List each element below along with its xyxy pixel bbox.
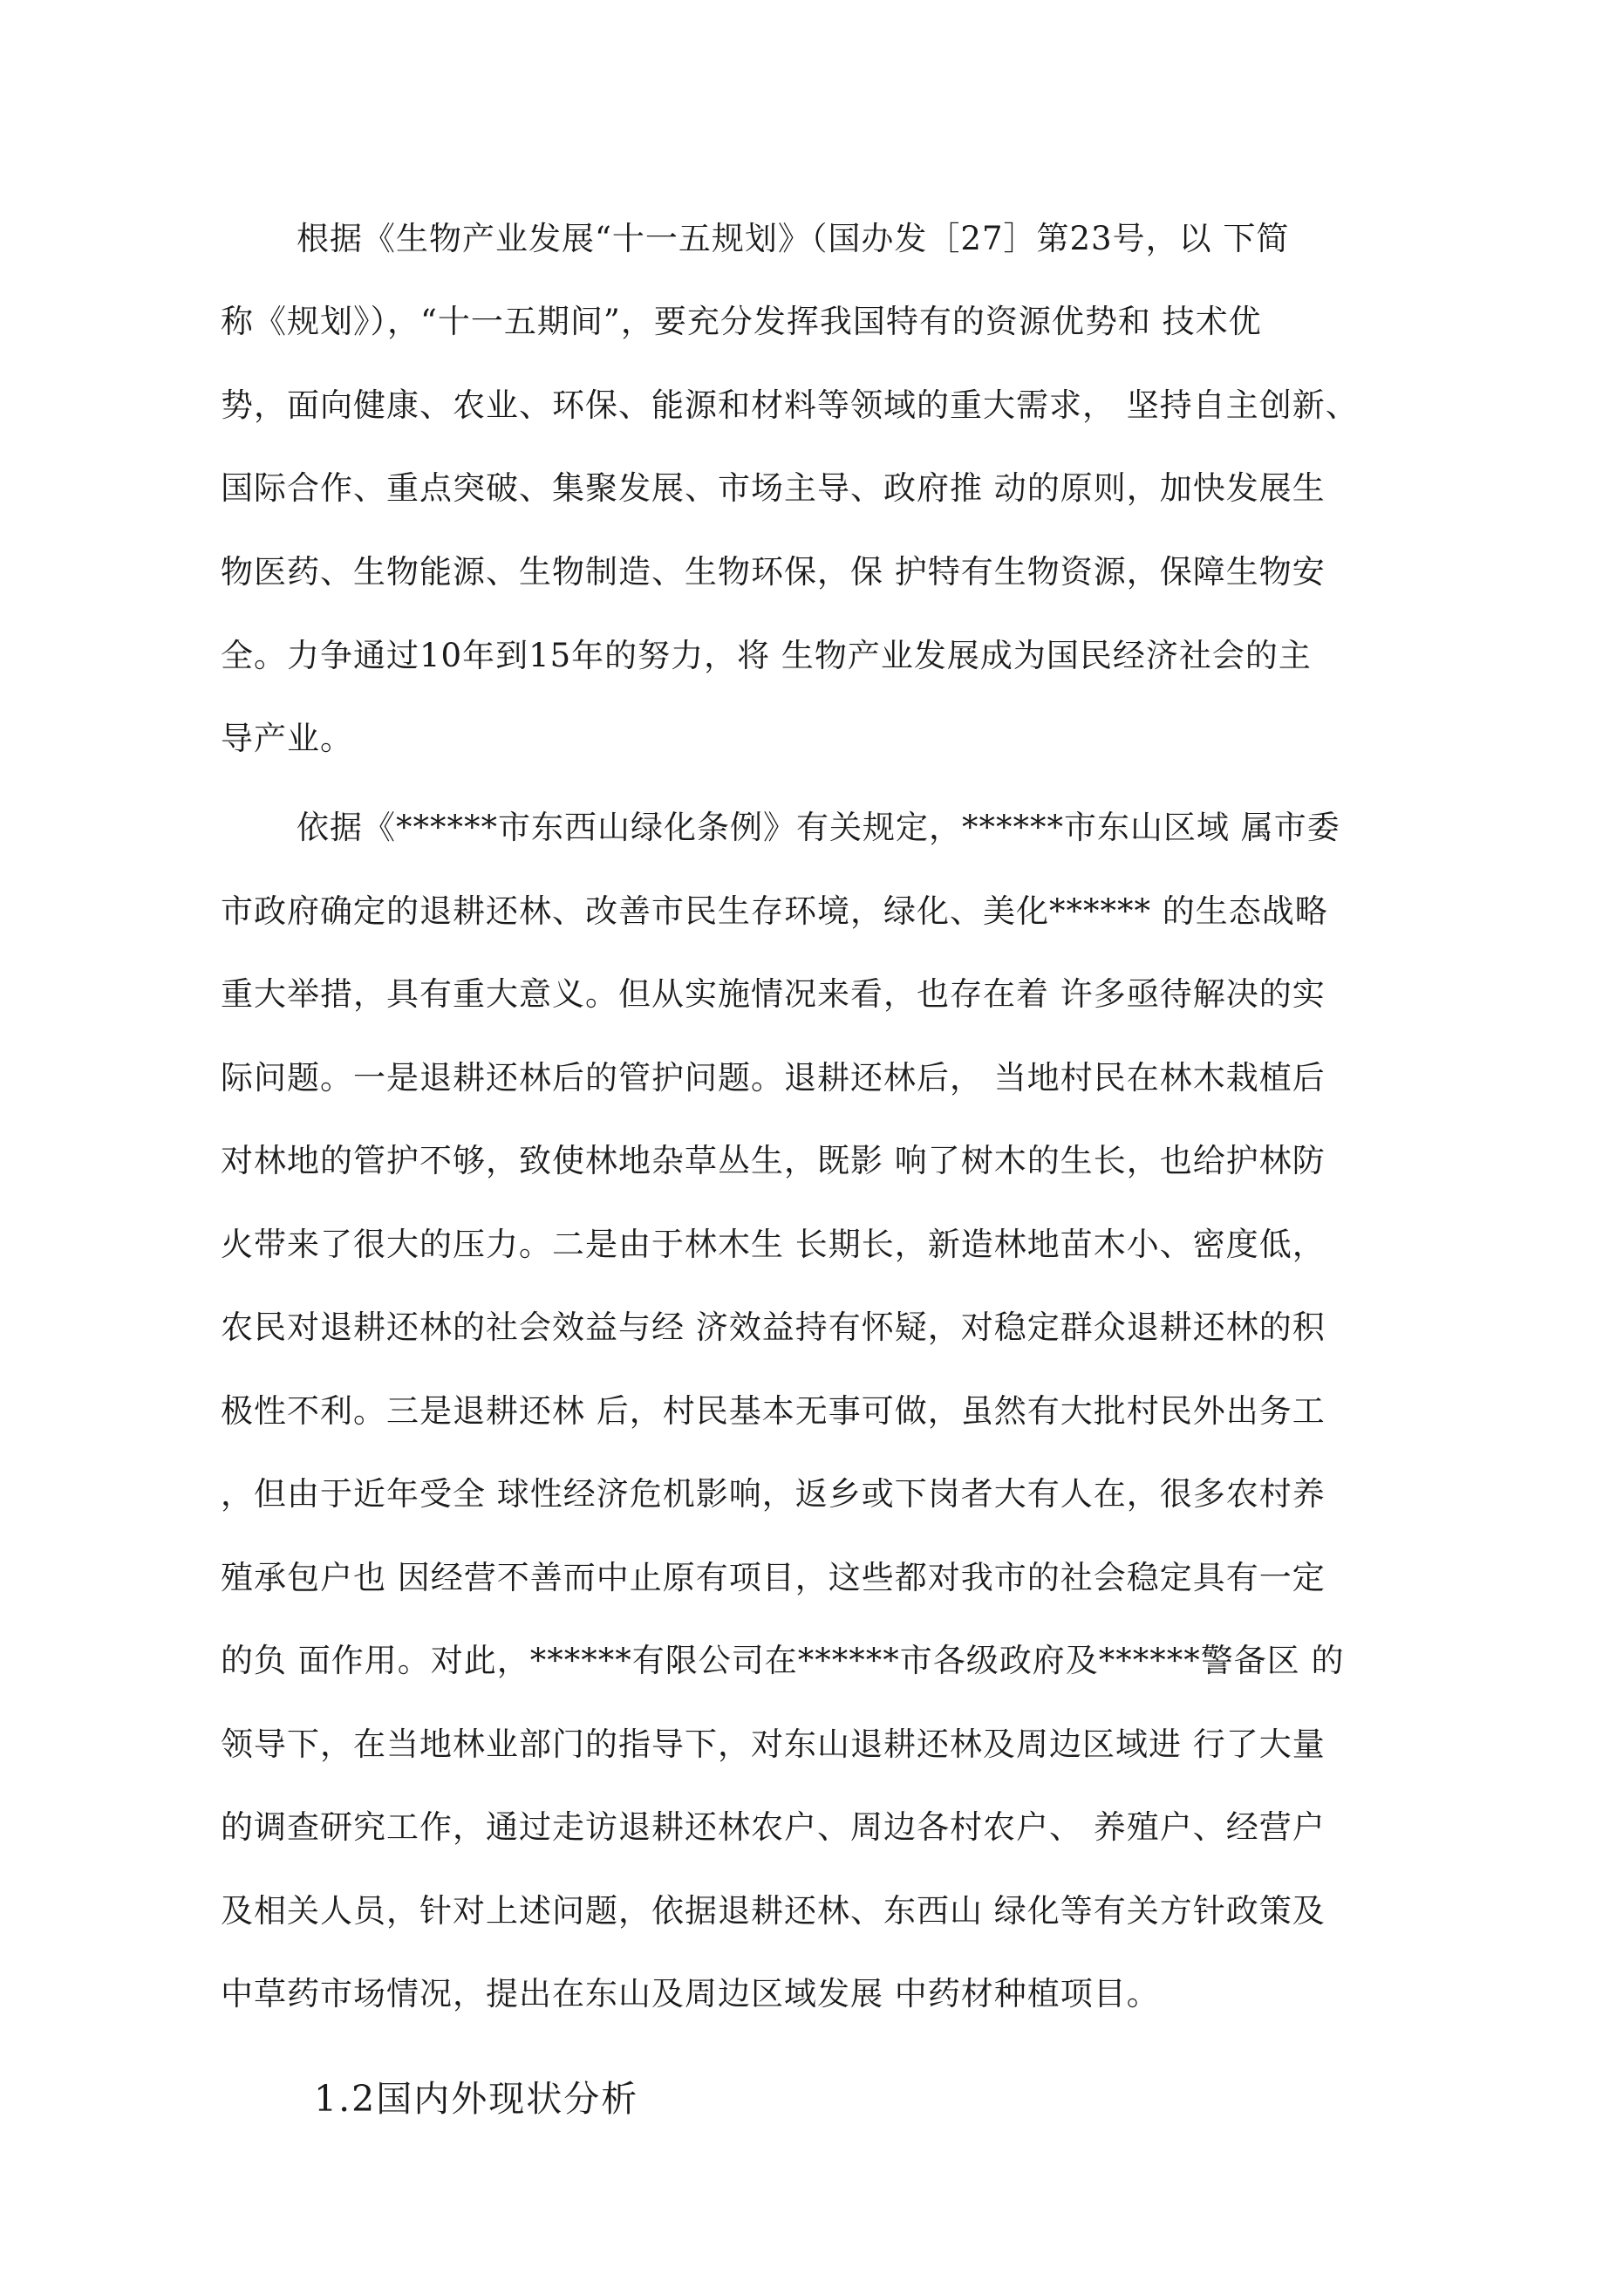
paragraph-2-line-13: 的调查研究工作，通过走访退耕还林农户、周边各村农户、 养殖户、经营户 [221, 1808, 1326, 1846]
paragraph-2-line-11: 的负 面作用。对此，******有限公司在******市各级政府及******警备区 的 [221, 1642, 1345, 1679]
paragraph-2-line-4: 际问题。一是退耕还林后的管护问题。退耕还林后， 当地村民在林木栽植后 [221, 1059, 1326, 1097]
paragraph-1-line-4: 国际合作、重点突破、集聚发展、市场主导、政府推 动的原则，加快发展生 [221, 469, 1326, 507]
paragraph-2-line-12: 领导下，在当地林业部门的指导下，对东山退耕还林及周边区域进 行了大量 [221, 1725, 1326, 1763]
paragraph-1-line-2: 称《规划》），“十一五期间”，要充分发挥我国特有的资源优势和 技术优 [221, 303, 1262, 340]
paragraph-1-line-3: 势，面向健康、农业、环保、能源和材料等领域的重大需求， 坚持自主创新、 [221, 386, 1359, 424]
paragraph-2-line-6: 火带来了很大的压力。二是由于林木生 长期长，新造林地苗木小、密度低， [221, 1226, 1326, 1263]
section-heading: 1.2国内外现状分析 [314, 2078, 639, 2120]
paragraph-1-line-6: 全。力争通过10年到15年的努力，将 生物产业发展成为国民经济社会的主 [221, 637, 1312, 674]
paragraph-1-line-5: 物医药、生物能源、生物制造、生物环保，保 护特有生物资源，保障生物安 [221, 553, 1326, 591]
paragraph-2-line-14: 及相关人员，针对上述问题，依据退耕还林、东西山 绿化等有关方针政策及 [221, 1892, 1326, 1930]
paragraph-2-line-10: 殖承包户也 因经营不善而中止原有项目，这些都对我市的社会稳定具有一定 [221, 1559, 1326, 1596]
paragraph-2-line-7: 农民对退耕还林的社会效益与经 济效益持有怀疑，对稳定群众退耕还林的积 [221, 1309, 1326, 1346]
paragraph-2-line-2: 市政府确定的退耕还林、改善市民生存环境，绿化、美化****** 的生态战略 [221, 892, 1328, 930]
paragraph-2-line-9: ，但由于近年受全 球性经济危机影响，返乡或下岗者大有人在，很多农村养 [221, 1475, 1326, 1513]
paragraph-1-line-7: 导产业。 [221, 720, 353, 757]
paragraph-2-line-15: 中草药市场情况，提出在东山及周边区域发展 中药材种植项目。 [221, 1975, 1160, 2012]
paragraph-2-line-8: 极性不利。三是退耕还林 后，村民基本无事可做，虽然有大批村民外出务工 [221, 1392, 1326, 1430]
paragraph-2-line-3: 重大举措，具有重大意义。但从实施情况来看，也存在着 许多亟待解决的实 [221, 975, 1326, 1013]
paragraph-2-line-1: 依据《******市东西山绿化条例》有关规定，******市东山区域 属市委 [297, 809, 1340, 846]
paragraph-1-line-1: 根据《生物产业发展“十一五规划》（国办发［27］第23号，以 下简 [297, 220, 1290, 257]
paragraph-2-line-5: 对林地的管护不够，致使林地杂草丛生，既影 响了树木的生长，也给护林防 [221, 1142, 1326, 1179]
